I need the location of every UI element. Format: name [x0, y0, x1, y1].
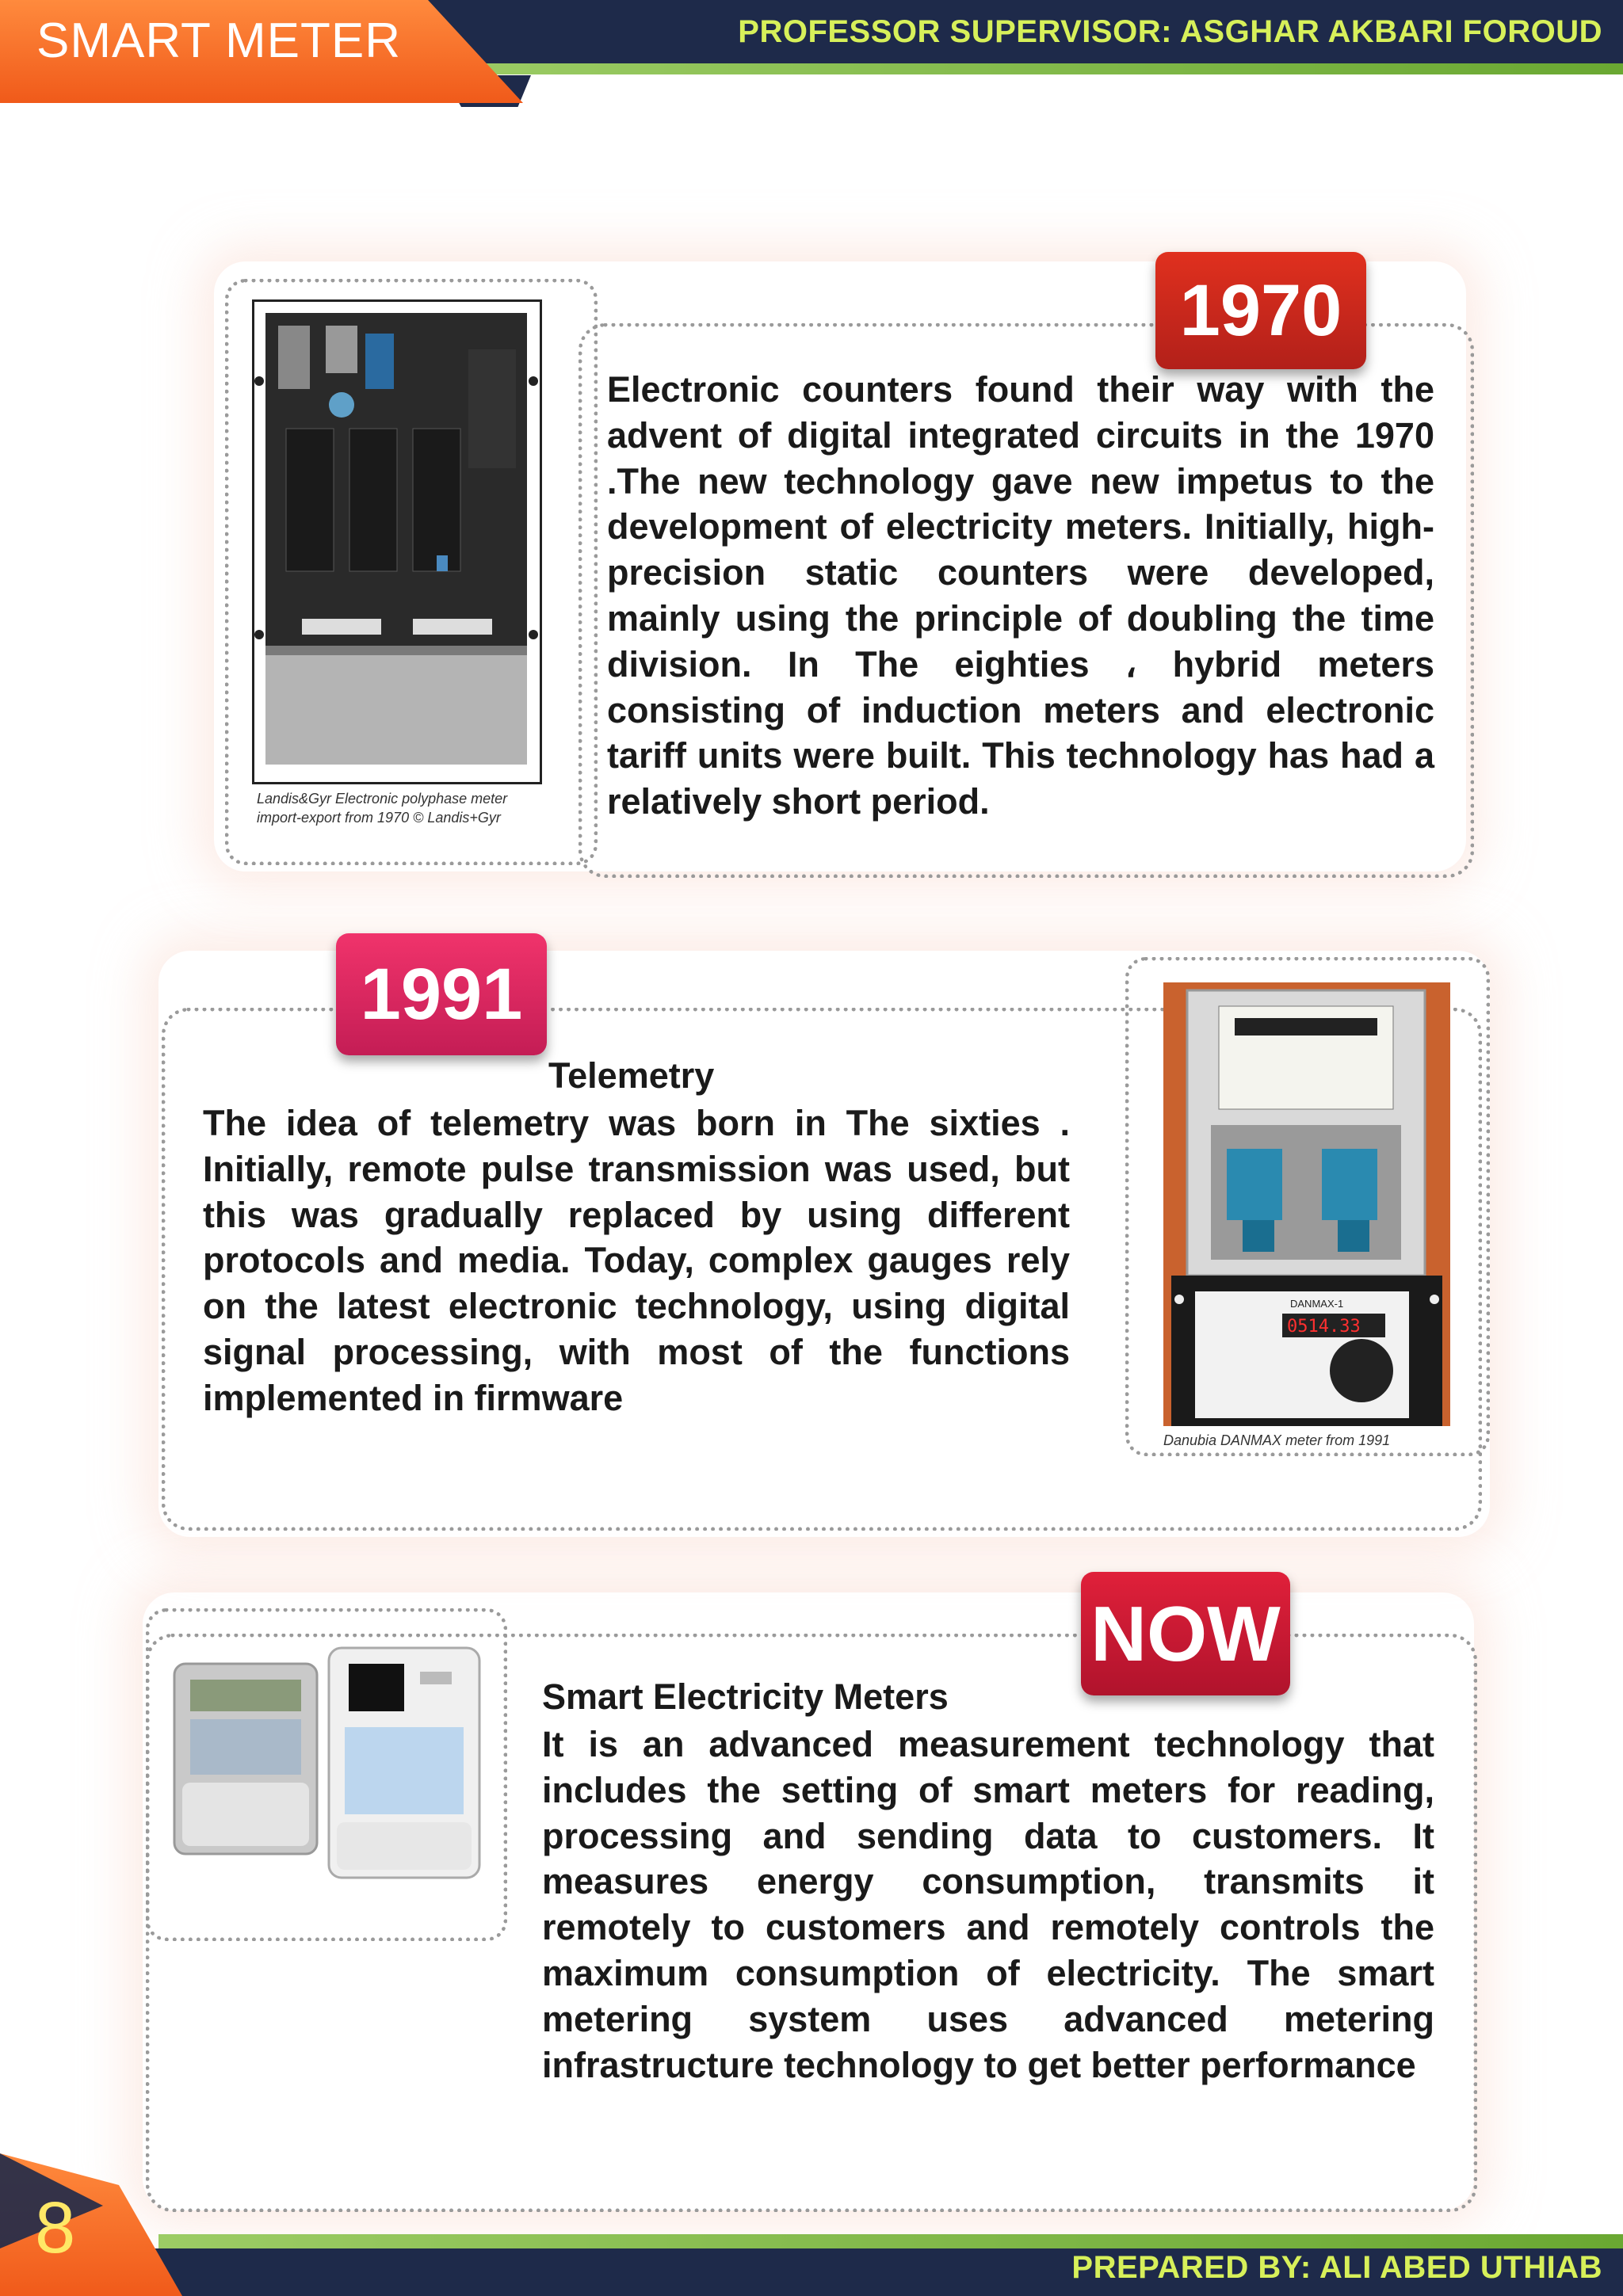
- smart-meters-illustration: [158, 1640, 491, 1894]
- landis-meter-photo: [252, 299, 542, 784]
- danmax-display: 0514.33: [1287, 1317, 1361, 1337]
- page-number: 8: [35, 2187, 76, 2268]
- footer-accent-stripe: [158, 2234, 1623, 2250]
- landis-caption: Landis&Gyr Electronic polyphase meter import-export from 1970 © Landis+Gyr: [257, 791, 508, 826]
- document-title: SMART METER: [36, 13, 401, 68]
- year-badge-1991: 1991: [336, 933, 547, 1055]
- smart-meters-title: Smart Electricity Meters: [542, 1676, 949, 1717]
- supervisor-label: PROFESSOR SUPERVISOR: ASGHAR AKBARI FOROUD: [738, 14, 1602, 49]
- landis-meter-illustration: [254, 302, 540, 782]
- danubia-meter-illustration: [1163, 982, 1450, 1426]
- danmax-label: DANMAX-1: [1290, 1298, 1344, 1310]
- section-now-text: It is an advanced measurement technology that includes the setting of smart meters for reading, processing and sending data to customers. It measures energy consumption, transmits it remotely to customers and remotely controls the maximum consumption of electricity. The smart metering system uses advanced metering infrastructure technology to get better performance: [542, 1724, 1434, 2085]
- danubia-meter-photo: [1163, 982, 1450, 1426]
- telemetry-title: Telemetry: [548, 1055, 715, 1096]
- section-1970-text: Electronic counters found their way with the advent of digital integrated circuits in the 1970 .The new technology gave new impetus to the development of electricity meters. Initially, high-precision static counters were developed, mainly using the principle of doubling the time division. In The eighties ، hybrid meters consisting of induction meters and electronic tariff units were built. This technology has had a relatively short period.: [607, 369, 1434, 822]
- header-accent-stripe: [444, 63, 1623, 74]
- smart-meters-photo: [158, 1640, 491, 1894]
- year-badge-now: NOW: [1081, 1572, 1290, 1695]
- year-badge-1970: 1970: [1155, 252, 1366, 369]
- danubia-caption: Danubia DANMAX meter from 1991: [1163, 1432, 1391, 1448]
- prepared-by-label: PREPARED BY: ALI ABED UTHIAB: [1071, 2250, 1602, 2285]
- section-1991-text: The idea of telemetry was born in The sixties . Initially, remote pulse transmission was used, but this was gradually replaced by using different protocols and media. Today, complex gauges rely on the latest electronic technology, using digital signal processing, with most of the functions implemented in firmware: [203, 1103, 1070, 1418]
